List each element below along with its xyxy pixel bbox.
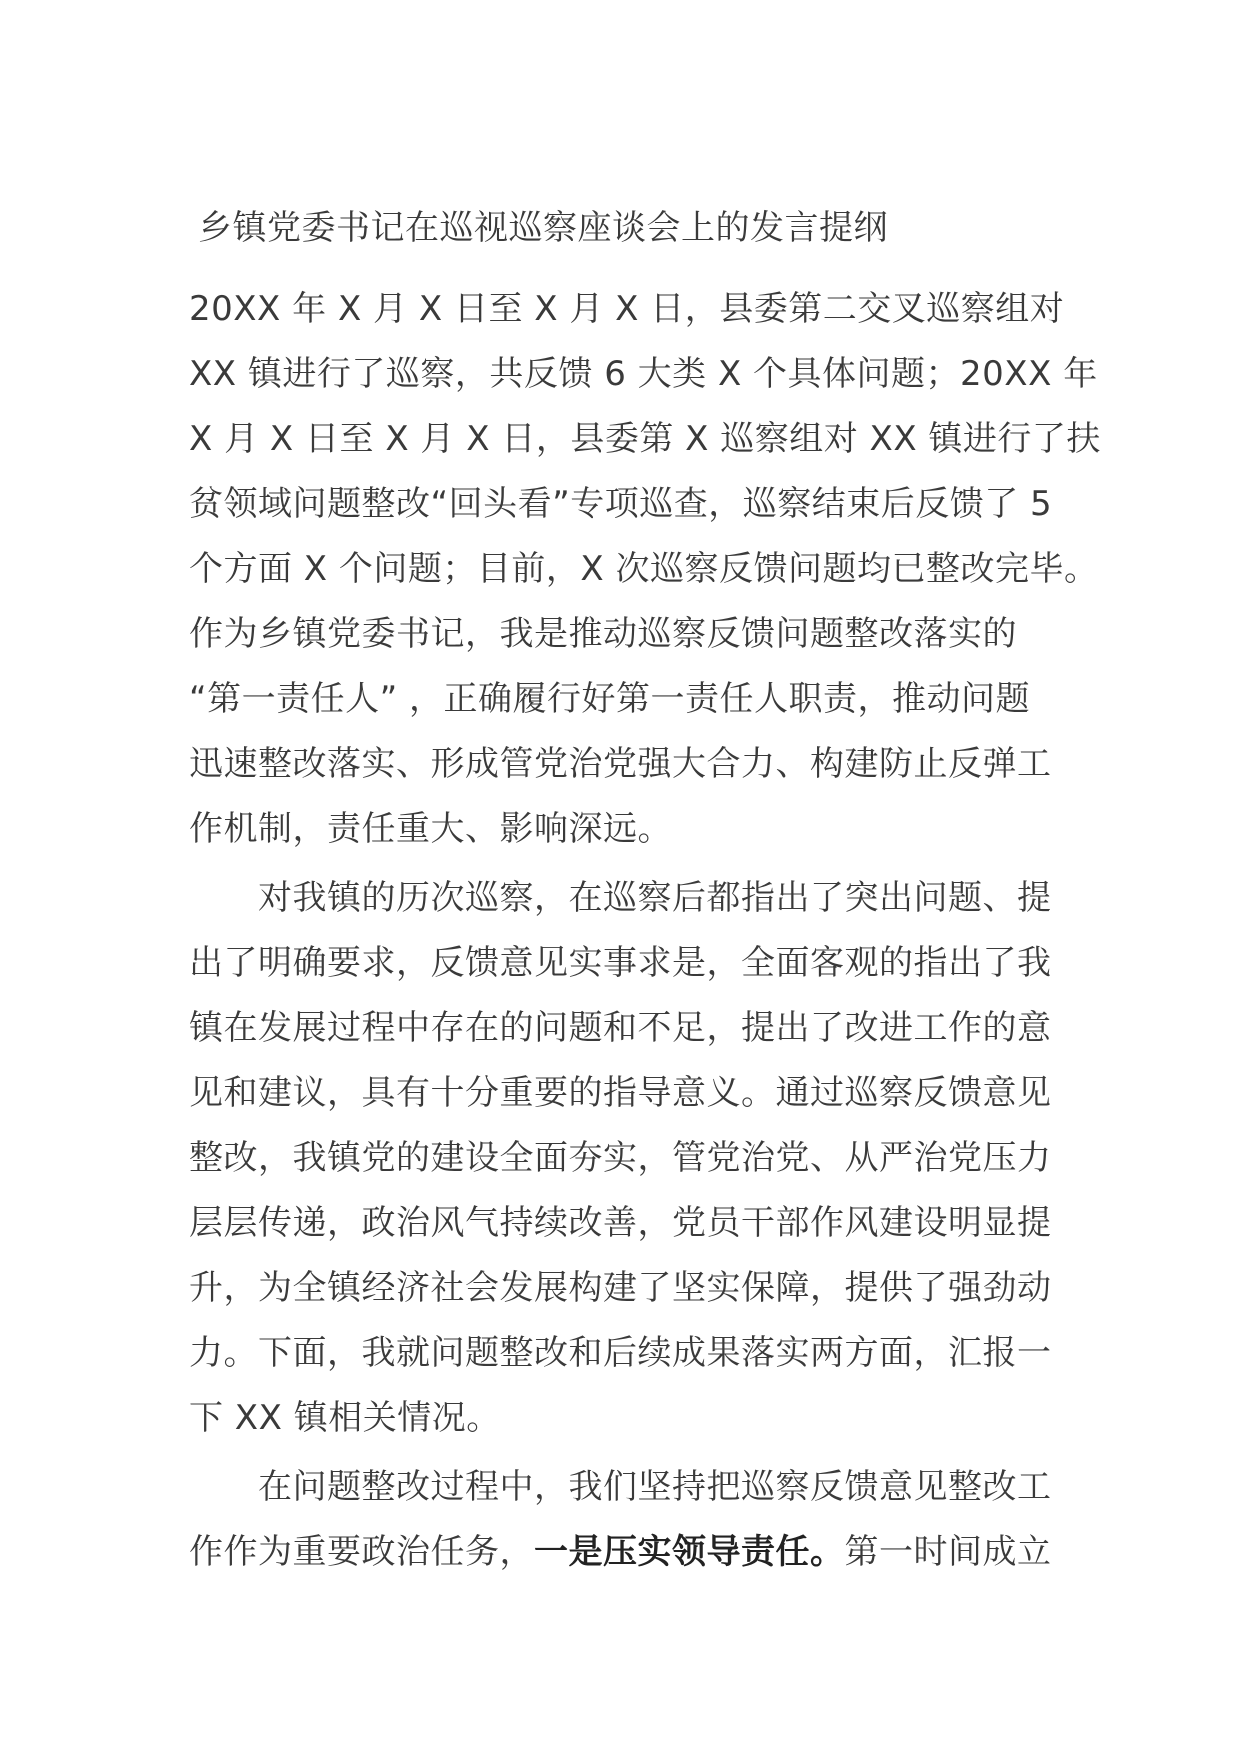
paragraph-line [189,1532,1052,1572]
paragraph-line: 20XX 年 X 月 X 日至 X 月 X 日，县委第二交叉巡察组对 [189,289,1065,329]
paragraph-line: XX 镇进行了巡察，共反馈 6 大类 X 个具体问题；20XX 年 [189,354,1098,394]
paragraph-line: 力。下面，我就问题整改和后续成果落实两方面，汇报一 [189,1333,1052,1373]
line-text: 作作为重要政治任务， [189,1532,534,1572]
paragraph-line: 作机制，责任重大、影响深远。 [189,809,672,849]
paragraph-line: “第一责任人” ，正确履行好第一责任人职责，推动问题 [189,679,1031,719]
paragraph-line: 对我镇的历次巡察，在巡察后都指出了突出问题、提 [189,878,1052,918]
bold-heading-text: 一是压实领导责任。 [534,1532,845,1572]
paragraph-line: 出了明确要求，反馈意见实事求是，全面客观的指出了我 [189,943,1052,983]
paragraph-line: 贫领域问题整改“回头看”专项巡查，巡察结束后反馈了 5 [189,484,1053,524]
paragraph-line: 升，为全镇经济社会发展构建了坚实保障，提供了强劲动 [189,1268,1052,1308]
document-title: 乡镇党委书记在巡视巡察座谈会上的发言提纲 [198,208,888,248]
paragraph-line: 层层传递，政治风气持续改善，党员干部作风建设明显提 [189,1203,1052,1243]
line-text: 第一时间成立 [844,1532,1052,1572]
paragraph-line: 见和建议，具有十分重要的指导意义。通过巡察反馈意见 [189,1073,1052,1113]
paragraph-line: 在问题整改过程中，我们坚持把巡察反馈意见整改工 [189,1467,1052,1507]
paragraph-line: 个方面 X 个问题；目前，X 次巡察反馈问题均已整改完毕。 [189,549,1099,589]
paragraph-line: 作为乡镇党委书记，我是推动巡察反馈问题整改落实的 [189,614,1017,654]
paragraph-line: 下 XX 镇相关情况。 [189,1398,501,1438]
paragraph-line: X 月 X 日至 X 月 X 日，县委第 X 巡察组对 XX 镇进行了扶 [189,419,1101,459]
paragraph-line: 整改，我镇党的建设全面夯实，管党治党、从严治党压力 [189,1138,1052,1178]
paragraph-line: 镇在发展过程中存在的问题和不足，提出了改进工作的意 [189,1008,1052,1048]
paragraph-line: 迅速整改落实、形成管党治党强大合力、构建防止反弹工 [189,744,1052,784]
